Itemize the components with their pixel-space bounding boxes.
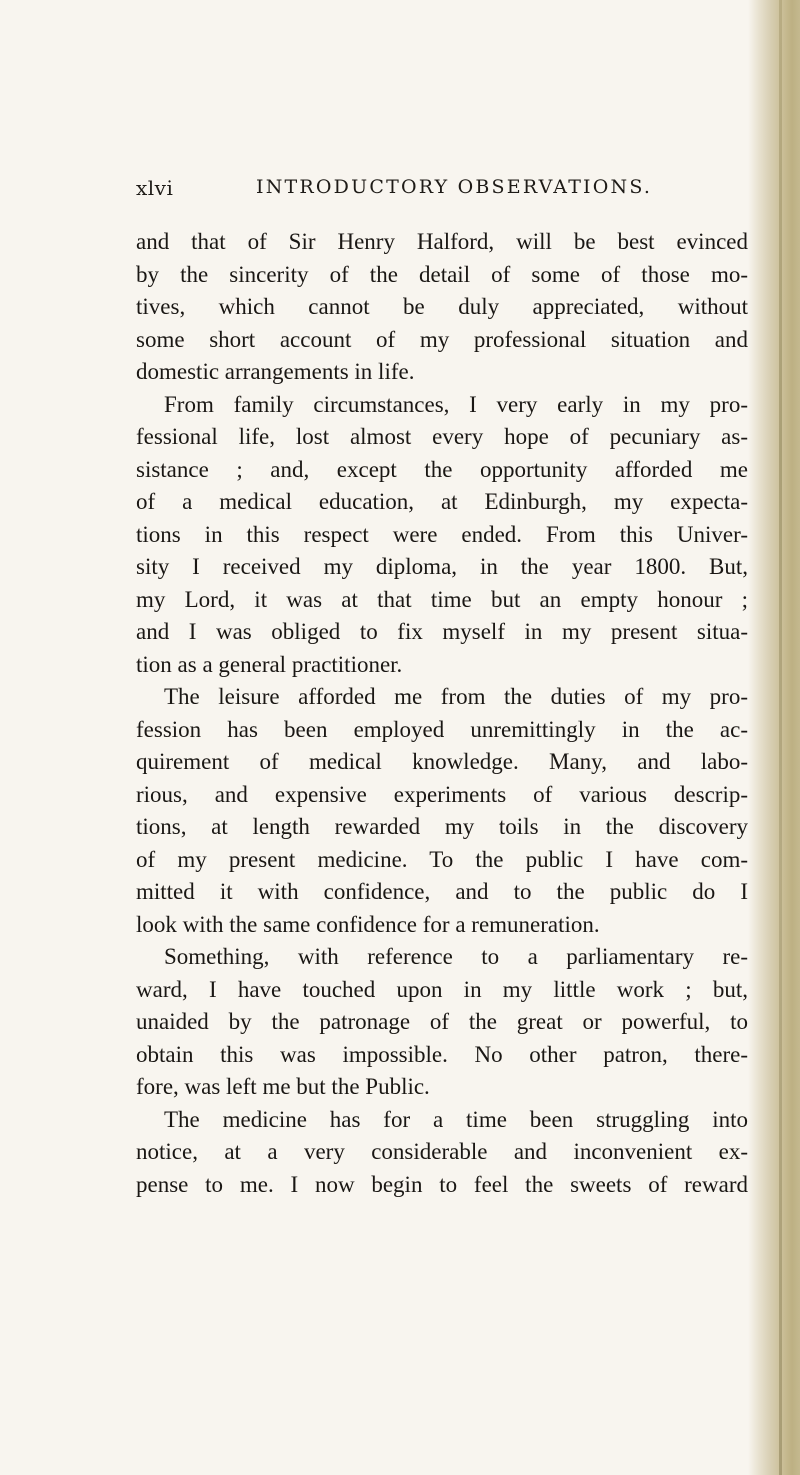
text-line: fessional life, lost almost every hope of pecuniary as-	[136, 424, 748, 449]
text-line: and that of Sir Henry Halford, will be best evinced	[136, 229, 748, 254]
text-line: From family circumstances, I very early in my pro-	[164, 391, 748, 417]
text-line: tions in this respect were ended. From this Univer-	[136, 521, 748, 547]
running-title: INTRODUCTORY OBSERVATIONS.	[256, 176, 653, 198]
text-line: sistance ; and, except the opportunity afforded me	[136, 456, 748, 482]
text-line: mitted it with confidence, and to the public do I	[136, 879, 748, 904]
text-line: domestic arrangements in life.	[136, 359, 415, 384]
page-edge	[779, 0, 782, 1475]
text-line: rious, and expensive experiments of various descrip-	[136, 781, 748, 807]
text-line: obtain this was impossible. No other patron, there-	[136, 1041, 748, 1067]
text-line: look with the same confidence for a remuneration.	[136, 911, 600, 937]
text-line: Something, with reference to a parliamentary re-	[164, 944, 748, 969]
body-text	[136, 226, 748, 1201]
text-line: my Lord, it was at that time but an empty honour ;	[136, 586, 748, 612]
text-line: sity I received my diploma, in the year 1800. But,	[136, 554, 748, 579]
page-number: xlvi	[136, 176, 174, 200]
text-line: tion as a general practitioner.	[136, 651, 403, 677]
text-line: tives, which cannot be duly appreciated, without	[136, 294, 748, 319]
page-gutter-shadow	[748, 0, 800, 1475]
text-line: pense to me. I now begin to feel the sweets of reward	[136, 1171, 748, 1197]
page-header	[136, 176, 776, 216]
text-line: and I was obliged to fix myself in my present situa-	[136, 619, 748, 644]
text-line: by the sincerity of the detail of some of those mo-	[136, 261, 748, 287]
text-line: notice, at a very considerable and inconvenient ex-	[136, 1139, 748, 1164]
text-line: tions, at length rewarded my toils in the discovery	[136, 814, 748, 839]
text-line: The leisure afforded me from the duties of my pro-	[164, 684, 748, 709]
text-line: quirement of medical knowledge. Many, and labo-	[136, 749, 748, 774]
text-line: fore, was left me but the Public.	[136, 1074, 430, 1099]
text-line: fession has been employed unremittingly in the ac-	[136, 716, 748, 742]
text-line: ward, I have touched upon in my little work ; but,	[136, 976, 748, 1002]
text-line: The medicine has for a time been struggling into	[164, 1106, 748, 1132]
text-line: some short account of my professional situation and	[136, 326, 748, 352]
text-line: unaided by the patronage of the great or powerful, to	[136, 1009, 748, 1034]
text-line: of my present medicine. To the public I have com-	[136, 846, 748, 872]
text-line: of a medical education, at Edinburgh, my expecta-	[136, 489, 748, 514]
